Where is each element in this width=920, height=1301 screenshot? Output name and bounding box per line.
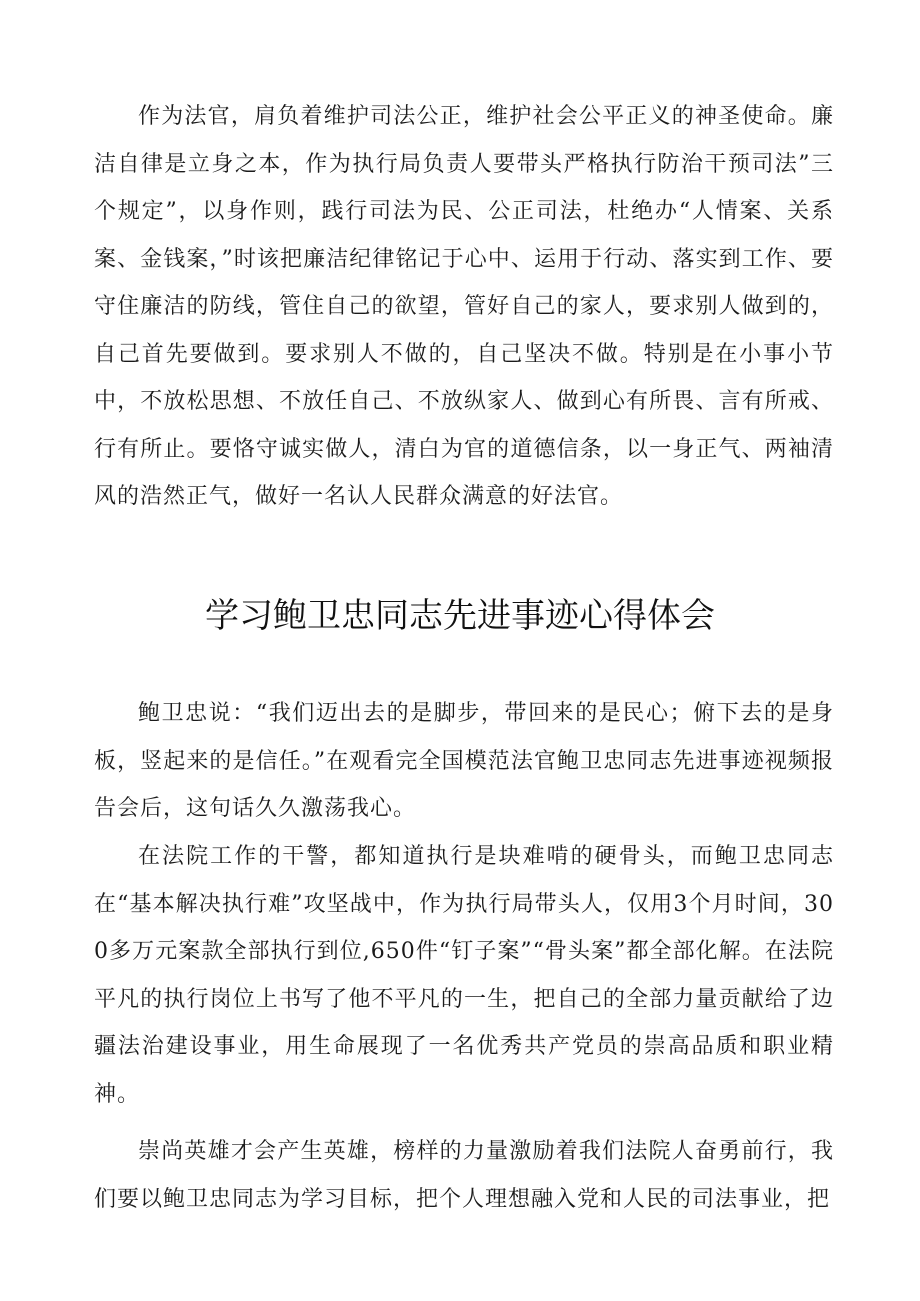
body-paragraph-3: 在法院工作的干警，都知道执行是块难啃的硬骨头，而鲍卫忠同志在“基本解决执行难”攻坚战中，作为执行局带头人，仅用3个月时间，300多万元案款全部执行到位,650件“钉子案”“骨头案”都全部化解。在法院平凡的执行岗位上书写了他不平凡的一生，把自己的全部力量贡献给了边疆法治建设事业，用生命展现了一名优秀共产党员的崇高品质和职业精神。 <box>94 844 834 1107</box>
body-paragraph-2: 鲍卫忠说：“我们迈出去的是脚步，带回来的是民心；俯下去的是身板，竖起来的是信任。”在观看完全国模范法官鲍卫忠同志先进事迹视频报告会后，这句话久久激荡我心。 <box>94 701 834 821</box>
body-paragraph-1: 作为法官，肩负着维护司法公正，维护社会公平正义的神圣使命。廉洁自律是立身之本，作为执行局负责人要带头严格执行防治干预司法”三个规定”，以身作则，践行司法为民、公正司法，杜绝办“人情案、关系案、金钱案，”时该把廉洁纪律铭记于心中、运用于行动、落实到工作、要守住廉洁的防线，管住自己的欲望，管好自己的家人，要求别人做到的，自己首先要做到。要求别人不做的，自己坚决不做。特别是在小事小节中，不放松思想、不放任自己、不放纵家人、做到心有所畏、言有所戒、行有所止。要恪守诚实做人，清白为官的道德信条，以一身正气、两袖清风的浩然正气，做好一名认人民群众满意的好法官。 <box>94 104 834 509</box>
article-title: 学习鲍卫忠同志先进事迹心得体会 <box>205 596 715 636</box>
body-paragraph-4: 崇尚英雄才会产生英雄，榜样的力量激励着我们法院人奋勇前行，我们要以鲍卫忠同志为学习目标，把个人理想融入党和人民的司法事业，把 <box>94 1139 834 1212</box>
